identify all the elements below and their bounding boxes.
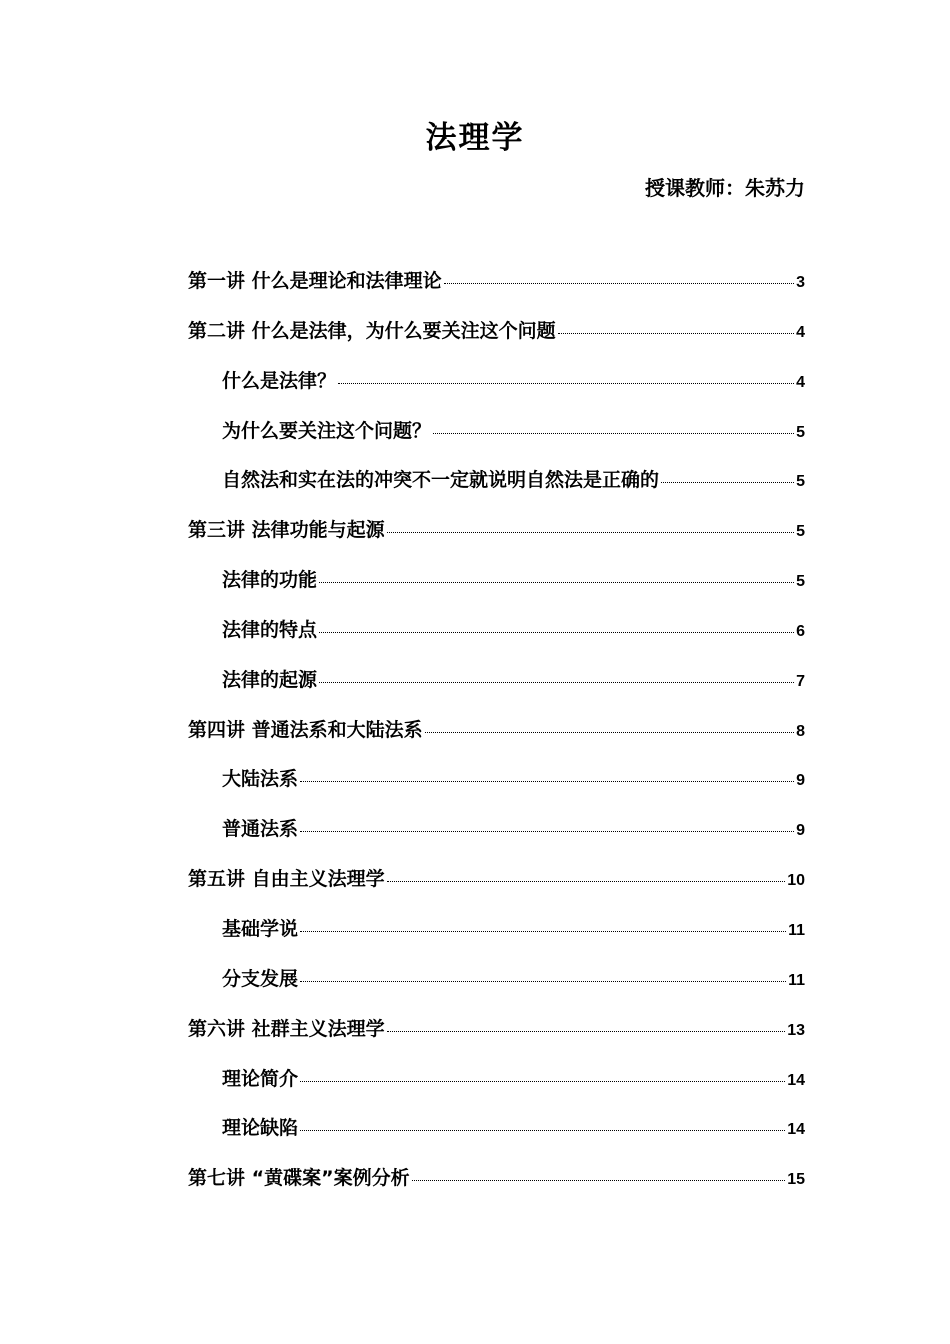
toc-entry-page-number: 15: [787, 1171, 805, 1189]
toc-dot-leader: [412, 1180, 786, 1181]
toc-entry-label: 第一讲 什么是理论和法律理论: [188, 270, 442, 292]
toc-entry[interactable]: [188, 914, 805, 964]
toc-entry[interactable]: [188, 316, 805, 366]
toc-entry-label: 法律的起源: [222, 668, 318, 691]
toc-entry-page-number: 4: [796, 373, 805, 391]
toc-entry[interactable]: [188, 964, 805, 1014]
toc-entry[interactable]: [188, 814, 805, 864]
toc-entry[interactable]: [188, 764, 805, 814]
toc-entry-label: 法律的功能: [222, 569, 318, 592]
toc-entry-label: 什么是法律？: [222, 369, 337, 392]
toc-entry[interactable]: [188, 1064, 805, 1114]
toc-entry-label: 第五讲 自由主义法理学: [188, 868, 385, 891]
toc-dot-leader: [387, 532, 794, 533]
toc-entry-label: 第七讲 “黄碟案”案例分析: [188, 1167, 410, 1190]
toc-entry-page-number: 5: [796, 573, 805, 591]
toc-entry-page-number: 9: [796, 772, 805, 790]
toc-entry-page-number: 13: [787, 1021, 805, 1039]
toc-entry-label: 第六讲 社群主义法理学: [188, 1017, 385, 1040]
toc-entry-label: 自然法和实在法的冲突不一定就说明自然法是正确的: [222, 469, 660, 492]
toc-entry-page-number: 5: [796, 423, 805, 441]
toc-entry-label: 分支发展: [222, 967, 299, 990]
toc-entry-label: 理论简介: [222, 1067, 299, 1090]
toc-dot-leader: [661, 482, 794, 483]
toc-dot-leader: [558, 333, 794, 334]
toc-dot-leader: [444, 283, 794, 284]
toc-entry[interactable]: [188, 266, 805, 316]
toc-entry[interactable]: [188, 1113, 805, 1163]
table-of-contents: [188, 266, 805, 1213]
toc-entry-label: 理论缺陷: [222, 1117, 299, 1140]
toc-entry-page-number: 8: [796, 722, 805, 740]
toc-entry-label: 为什么要关注这个问题？: [222, 419, 432, 442]
toc-dot-leader: [300, 931, 786, 932]
toc-entry-page-number: 14: [787, 1071, 805, 1089]
toc-entry-label: 第二讲 什么是法律，为什么要关注这个问题: [188, 319, 556, 342]
toc-entry-label: 第四讲 普通法系和大陆法系: [188, 718, 423, 741]
toc-dot-leader: [319, 582, 794, 583]
toc-entry-label: 基础学说: [222, 917, 299, 940]
toc-dot-leader: [300, 831, 794, 832]
toc-entry[interactable]: [188, 515, 805, 565]
toc-entry[interactable]: [188, 465, 805, 515]
toc-entry[interactable]: [188, 864, 805, 914]
toc-entry[interactable]: [188, 416, 805, 466]
toc-entry-page-number: 5: [796, 523, 805, 541]
toc-entry-page-number: 11: [788, 971, 805, 989]
toc-entry[interactable]: [188, 665, 805, 715]
toc-dot-leader: [300, 981, 786, 982]
toc-entry[interactable]: [188, 565, 805, 615]
toc-entry-page-number: 14: [787, 1121, 805, 1139]
document-title: 法理学: [425, 120, 525, 156]
toc-dot-leader: [387, 881, 786, 882]
toc-entry-label: 普通法系: [222, 818, 299, 841]
toc-entry-page-number: 3: [796, 274, 805, 291]
toc-dot-leader: [300, 1130, 785, 1131]
toc-entry-page-number: 11: [788, 921, 805, 939]
toc-entry[interactable]: [188, 1163, 805, 1213]
toc-entry-page-number: 9: [796, 822, 805, 840]
toc-entry-page-number: 7: [796, 672, 805, 690]
toc-dot-leader: [300, 1081, 785, 1082]
document-author: 授课教师：朱苏力: [645, 176, 805, 200]
toc-dot-leader: [338, 383, 794, 384]
toc-entry[interactable]: [188, 715, 805, 765]
toc-entry-page-number: 5: [796, 473, 805, 491]
toc-entry-page-number: 4: [796, 323, 805, 341]
toc-dot-leader: [319, 682, 794, 683]
toc-entry-label: 法律的特点: [222, 618, 318, 641]
toc-dot-leader: [319, 632, 794, 633]
toc-entry[interactable]: [188, 1014, 805, 1064]
toc-entry-page-number: 10: [787, 872, 805, 890]
toc-entry[interactable]: [188, 615, 805, 665]
toc-dot-leader: [425, 732, 794, 733]
toc-dot-leader: [433, 433, 794, 434]
toc-entry-label: 第三讲 法律功能与起源: [188, 519, 385, 542]
toc-entry-label: 大陆法系: [222, 768, 299, 791]
toc-entry-page-number: 6: [796, 622, 805, 640]
toc-dot-leader: [387, 1031, 786, 1032]
toc-dot-leader: [300, 781, 794, 782]
toc-entry[interactable]: [188, 366, 805, 416]
